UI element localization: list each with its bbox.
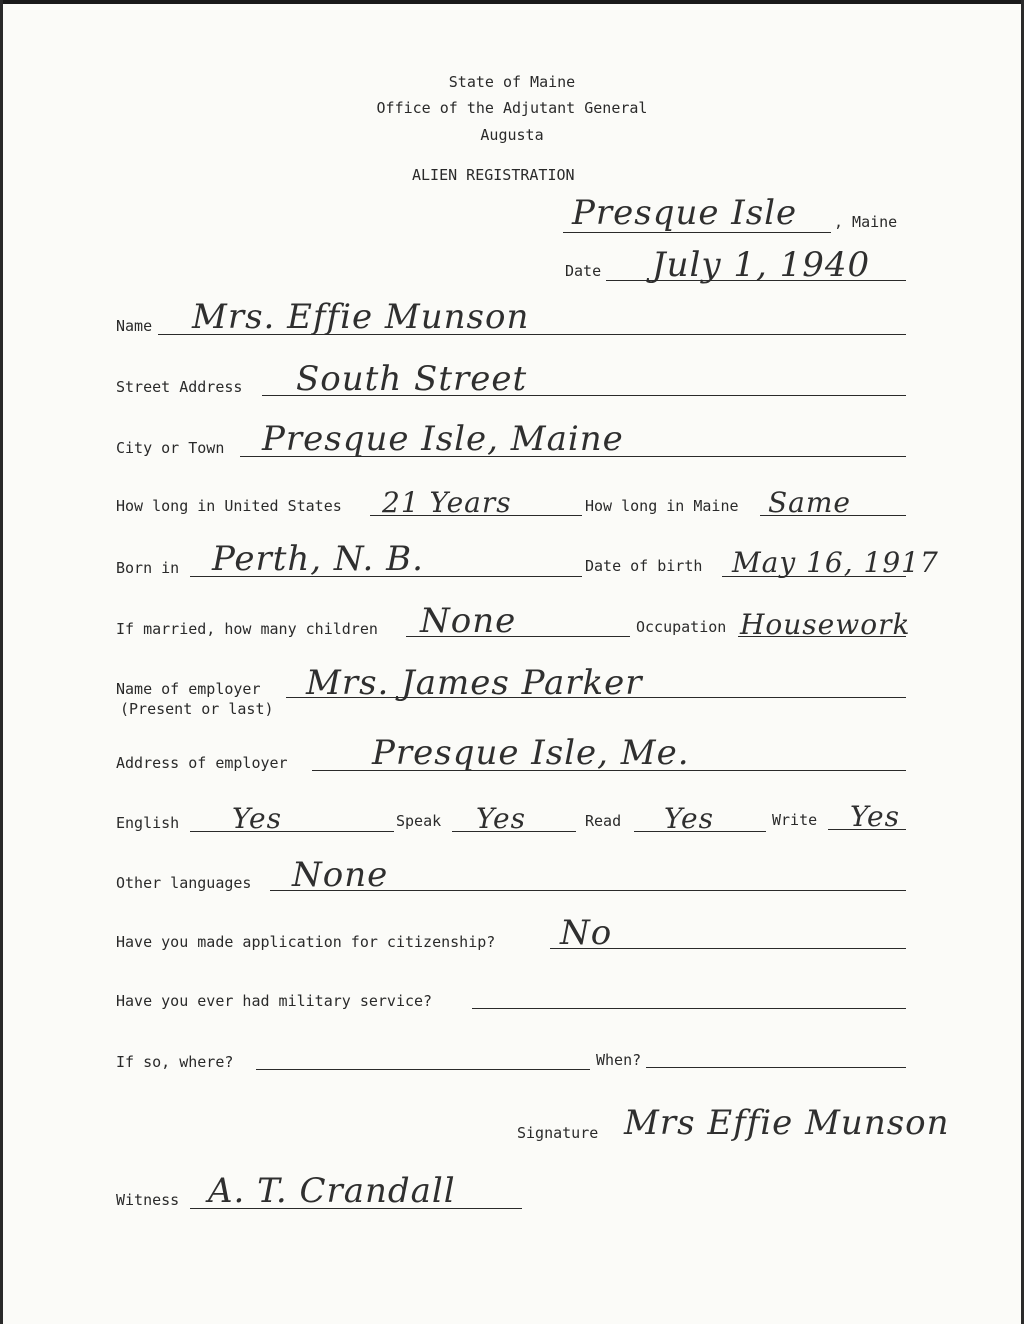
dob-label: Date of birth <box>585 557 703 575</box>
date-label: Date <box>565 262 602 280</box>
children-line <box>406 636 630 637</box>
name-line <box>158 334 906 335</box>
occupation-label: Occupation <box>636 618 727 636</box>
dob-line <box>722 576 906 577</box>
place-suffix: , Maine <box>834 213 898 231</box>
date-line <box>606 280 906 281</box>
scan-edge-left <box>0 0 3 1324</box>
scan-edge-top <box>0 0 1024 4</box>
children-label: If married, how many children <box>116 620 378 638</box>
other-languages-line <box>270 890 906 891</box>
city-line <box>240 456 906 457</box>
english-label: English <box>116 814 180 832</box>
street-label: Street Address <box>116 378 243 396</box>
header-state: State of Maine <box>448 73 576 91</box>
where-line <box>256 1069 590 1070</box>
witness-label: Witness <box>116 1191 180 1209</box>
city-value: Presque Isle, Maine <box>262 419 624 459</box>
speak-value: Yes <box>476 802 526 835</box>
citizenship-value: No <box>560 913 613 953</box>
header-office: Office of the Adjutant General <box>376 99 648 117</box>
dob-value: May 16, 1917 <box>732 546 939 579</box>
employer-value: Mrs. James Parker <box>306 663 643 703</box>
witness-value: A. T. Crandall <box>208 1171 456 1211</box>
born-in-label: Born in <box>116 559 180 577</box>
street-value: South Street <box>296 359 528 399</box>
us-duration-value: 21 Years <box>382 486 512 519</box>
citizenship-line <box>550 948 906 949</box>
military-line <box>472 1008 906 1009</box>
occupation-line <box>738 636 906 637</box>
date-value: July 1, 1940 <box>652 245 871 285</box>
us-duration-line <box>370 515 582 516</box>
write-line <box>828 829 906 830</box>
read-line <box>634 831 766 832</box>
born-in-line <box>190 576 582 577</box>
signature-label: Signature <box>517 1124 599 1142</box>
read-value: Yes <box>664 802 714 835</box>
header-city: Augusta <box>480 126 544 144</box>
name-value: Mrs. Effie Munson <box>192 297 530 337</box>
maine-duration-line <box>760 515 906 516</box>
speak-line <box>452 831 576 832</box>
name-label: Name <box>116 317 153 335</box>
english-line <box>190 831 394 832</box>
signature-value: Mrs Effie Munson <box>624 1103 950 1143</box>
form-title: ALIEN REGISTRATION <box>412 166 575 184</box>
employer-address-label: Address of employer <box>116 754 288 772</box>
employer-sublabel: (Present or last) <box>120 700 274 718</box>
when-label: When? <box>596 1051 642 1069</box>
born-in-value: Perth, N. B. <box>212 539 424 579</box>
us-duration-label: How long in United States <box>116 497 342 515</box>
write-value: Yes <box>850 800 900 833</box>
city-label: City or Town <box>116 439 225 457</box>
employer-label: Name of employer <box>116 680 261 698</box>
occupation-value: Housework <box>740 608 911 641</box>
write-label: Write <box>772 811 818 829</box>
children-value: None <box>420 601 517 641</box>
maine-duration-label: How long in Maine <box>585 497 739 515</box>
place-value: Presque Isle <box>572 193 798 233</box>
other-languages-label: Other languages <box>116 874 252 892</box>
read-label: Read <box>585 812 622 830</box>
citizenship-label: Have you made application for citizenship? <box>116 933 496 951</box>
maine-duration-value: Same <box>768 486 851 519</box>
when-line <box>646 1067 906 1068</box>
street-line <box>262 395 906 396</box>
witness-line <box>190 1208 522 1209</box>
place-line <box>563 232 831 233</box>
employer-address-value: Presque Isle, Me. <box>372 733 690 773</box>
other-languages-value: None <box>292 855 389 895</box>
military-label: Have you ever had military service? <box>116 992 433 1010</box>
employer-line <box>286 697 906 698</box>
english-value: Yes <box>232 802 282 835</box>
employer-address-line <box>312 770 906 771</box>
speak-label: Speak <box>396 812 442 830</box>
where-label: If so, where? <box>116 1053 234 1071</box>
